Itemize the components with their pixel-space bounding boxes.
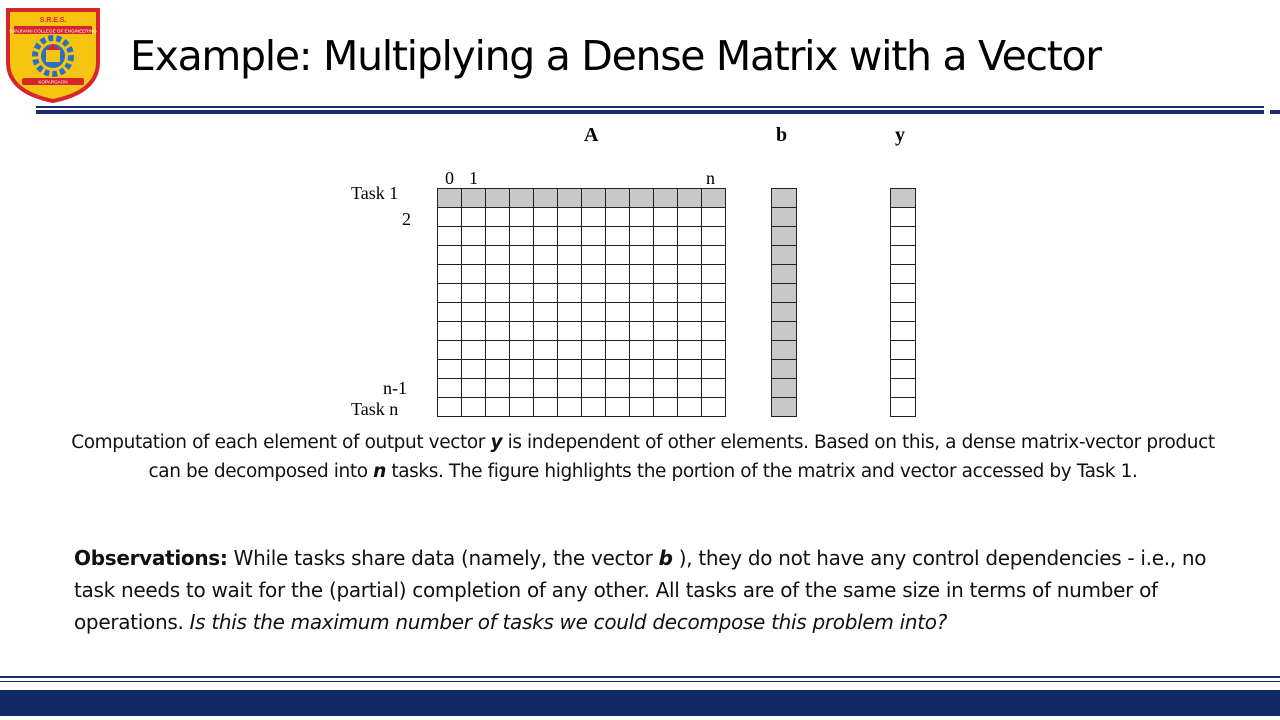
matrix-cell [605,359,630,379]
matrix-cell [629,283,654,303]
footer-rule-thin [0,676,1280,678]
matrix-cell [605,283,630,303]
matrix-cell [701,321,726,341]
matrix-cell [629,321,654,341]
matrix-cell [581,245,606,265]
matrix-cell [461,207,486,227]
matrix-cell [557,283,582,303]
vector-y-cell [890,397,916,417]
matrix-cell [701,245,726,265]
matrix-cell [701,340,726,360]
matrix-cell [653,188,678,208]
matrix-cell [653,359,678,379]
matrix-cell [509,264,534,284]
matrix-cell [437,359,462,379]
matrix-cell [701,283,726,303]
matrix-cell [629,378,654,398]
matrix-cell [509,188,534,208]
vector-y-cell [890,340,916,360]
matrix-cell [677,264,702,284]
footer-bar [0,690,1280,716]
matrix-cell [437,321,462,341]
matrix-cell [701,378,726,398]
matrix-cell [461,359,486,379]
matrix-cell [557,359,582,379]
matrix-cell [509,207,534,227]
matrix-cell [533,188,558,208]
caption-text-1: Computation of each element of output vector [71,432,491,453]
matrix-cell [485,302,510,322]
matrix-cell [581,188,606,208]
matrix-cell [509,245,534,265]
matrix-cell [509,283,534,303]
vector-y-cell [890,359,916,379]
matrix-cell [581,321,606,341]
matrix-cell [677,283,702,303]
vector-y-column [890,188,915,416]
matrix-cell [677,359,702,379]
matrix-cell [605,321,630,341]
logo-band-text: SANJIVANI COLLEGE OF ENGINEERING [9,28,97,34]
matrix-cell [557,378,582,398]
matrix-cell [533,283,558,303]
row-label-n-minus-1: n-1 [383,378,407,398]
matrix-cell [677,226,702,246]
vector-b-cell [771,226,797,246]
matrix-cell [533,397,558,417]
vector-b-cell [771,359,797,379]
matrix-cell [629,264,654,284]
matrix-cell [509,321,534,341]
matrix-cell [629,245,654,265]
matrix-cell [533,378,558,398]
matrix-cell [485,359,510,379]
matrix-cell [509,378,534,398]
matrix-cell [629,340,654,360]
matrix-cell [437,302,462,322]
matrix-cell [581,283,606,303]
matrix-cell [437,264,462,284]
matrix-cell [557,340,582,360]
vector-b-cell [771,245,797,265]
vector-y-cell [890,302,916,322]
caption-text-3: tasks. The figure highlights the portion of the matrix and vector accessed by Task 1. [385,461,1138,482]
vector-y-cell [890,207,916,227]
matrix-a-grid [437,188,725,416]
observations-text-1: While tasks share data (namely, the vector [227,546,659,570]
matrix-cell [533,340,558,360]
matrix-cell [461,283,486,303]
logo-top-text: S.R.E.S. [39,17,67,24]
matrix-cell [437,283,462,303]
matrix-cell [437,207,462,227]
matrix-cell [701,302,726,322]
matrix-cell [581,264,606,284]
matrix-cell [653,302,678,322]
matrix-cell [461,397,486,417]
matrix-cell [533,245,558,265]
observations-b-symbol: b [658,546,673,570]
matrix-cell [629,397,654,417]
matrix-cell [557,321,582,341]
matrix-cell [437,245,462,265]
matrix-cell [461,264,486,284]
vector-b-cell [771,264,797,284]
vector-b-cell [771,340,797,360]
matrix-cell [557,207,582,227]
matrix-cell [605,264,630,284]
row-label-task-1: Task 1 [351,183,399,203]
matrix-cell [629,302,654,322]
caption-text-2: is independent of other elements. Based on this, a dense matrix-vector product can be decomposed into [148,432,1215,482]
matrix-cell [485,188,510,208]
matrix-cell [509,302,534,322]
matrix-cell [677,207,702,227]
matrix-cell [677,188,702,208]
matrix-cell [581,226,606,246]
matrix-cell [581,207,606,227]
matrix-cell [557,245,582,265]
matrix-cell [581,340,606,360]
matrix-cell [461,226,486,246]
matrix-cell [509,397,534,417]
row-label-2: 2 [402,209,411,229]
vector-b-label: b [776,124,788,146]
matrix-cell [437,226,462,246]
matrix-cell [677,245,702,265]
vector-y-cell [890,378,916,398]
matrix-cell [485,264,510,284]
vector-y-cell [890,188,916,208]
matrix-cell [557,188,582,208]
matrix-cell [605,207,630,227]
vector-y-cell [890,264,916,284]
matrix-cell [437,188,462,208]
matrix-cell [485,283,510,303]
caption-y-symbol: y [490,432,503,453]
observations-label: Observations: [74,546,228,570]
matrix-cell [533,302,558,322]
matrix-cell [509,340,534,360]
matrix-cell [653,226,678,246]
matrix-cell [701,188,726,208]
matrix-cell [653,207,678,227]
matrix-cell [533,321,558,341]
matrix-cell [581,302,606,322]
matrix-cell [653,397,678,417]
matrix-cell [485,321,510,341]
matrix-cell [509,359,534,379]
matrix-cell [653,245,678,265]
vector-b-cell [771,378,797,398]
observations-text-2: ), they do not have any control dependencies - i.e., no task needs to wait for the (partial) completion of any other. All tasks are of the same size in terms of number of operations. [74,546,1207,634]
matrix-cell [485,207,510,227]
matrix-cell [629,226,654,246]
matrix-cell [677,378,702,398]
vector-y-cell [890,245,916,265]
matrix-cell [461,245,486,265]
vector-b-cell [771,188,797,208]
matrix-cell [653,264,678,284]
vector-b-cell [771,397,797,417]
vector-b-cell [771,283,797,303]
matrix-cell [653,321,678,341]
matrix-cell [701,359,726,379]
matrix-cell [437,397,462,417]
vector-b-cell [771,302,797,322]
vector-y-cell [890,321,916,341]
matrix-cell [701,226,726,246]
matrix-cell [677,321,702,341]
matrix-cell [485,245,510,265]
matrix-cell [533,359,558,379]
matrix-cell [653,283,678,303]
matrix-cell [605,226,630,246]
matrix-cell [581,397,606,417]
observations-paragraph [74,542,1214,638]
matrix-cell [461,378,486,398]
matrix-cell [461,321,486,341]
matrix-cell [461,340,486,360]
matrix-cell [485,378,510,398]
matrix-cell [605,188,630,208]
matrix-cell [605,340,630,360]
matrix-cell [533,264,558,284]
matrix-cell [533,207,558,227]
matrix-cell [677,397,702,417]
figure-caption [70,428,1216,486]
matrix-cell [629,359,654,379]
matrix-cell [533,226,558,246]
logo-bottom-text: KOPARGAON [38,79,68,85]
matrix-cell [485,397,510,417]
column-index-1: 1 [469,168,478,188]
column-index-0: 0 [445,168,454,188]
matrix-cell [557,226,582,246]
vector-y-cell [890,226,916,246]
matrix-cell [677,302,702,322]
vector-y-label: y [895,124,905,146]
matrix-cell [629,188,654,208]
matrix-cell [653,340,678,360]
caption-n-symbol: n [373,461,386,482]
matrix-cell [701,207,726,227]
matrix-cell [653,378,678,398]
slide-title: Example: Multiplying a Dense Matrix with a Vector [130,32,1101,80]
matrix-cell [701,264,726,284]
matrix-cell [485,226,510,246]
matrix-cell [629,207,654,227]
matrix-cell [461,302,486,322]
matrix-cell [557,264,582,284]
observations-question: Is this the maximum number of tasks we could decompose this problem into? [189,610,948,634]
matrix-cell [581,378,606,398]
column-index-n: n [706,168,715,188]
matrix-cell [581,359,606,379]
matrix-cell [557,397,582,417]
matrix-cell [509,226,534,246]
matrix-cell [701,397,726,417]
vector-b-column [771,188,796,416]
matrix-cell [605,378,630,398]
matrix-cell [485,340,510,360]
matrix-cell [437,378,462,398]
matrix-a-label: A [584,124,599,146]
row-label-task-n: Task n [351,399,399,419]
matrix-cell [605,245,630,265]
matrix-cell [557,302,582,322]
matrix-cell [605,397,630,417]
footer-rule-hairline [0,681,1280,682]
vector-y-cell [890,283,916,303]
matrix-cell [605,302,630,322]
matrix-cell [461,188,486,208]
vector-b-cell [771,321,797,341]
vector-b-cell [771,207,797,227]
matrix-cell [437,340,462,360]
matrix-cell [677,340,702,360]
